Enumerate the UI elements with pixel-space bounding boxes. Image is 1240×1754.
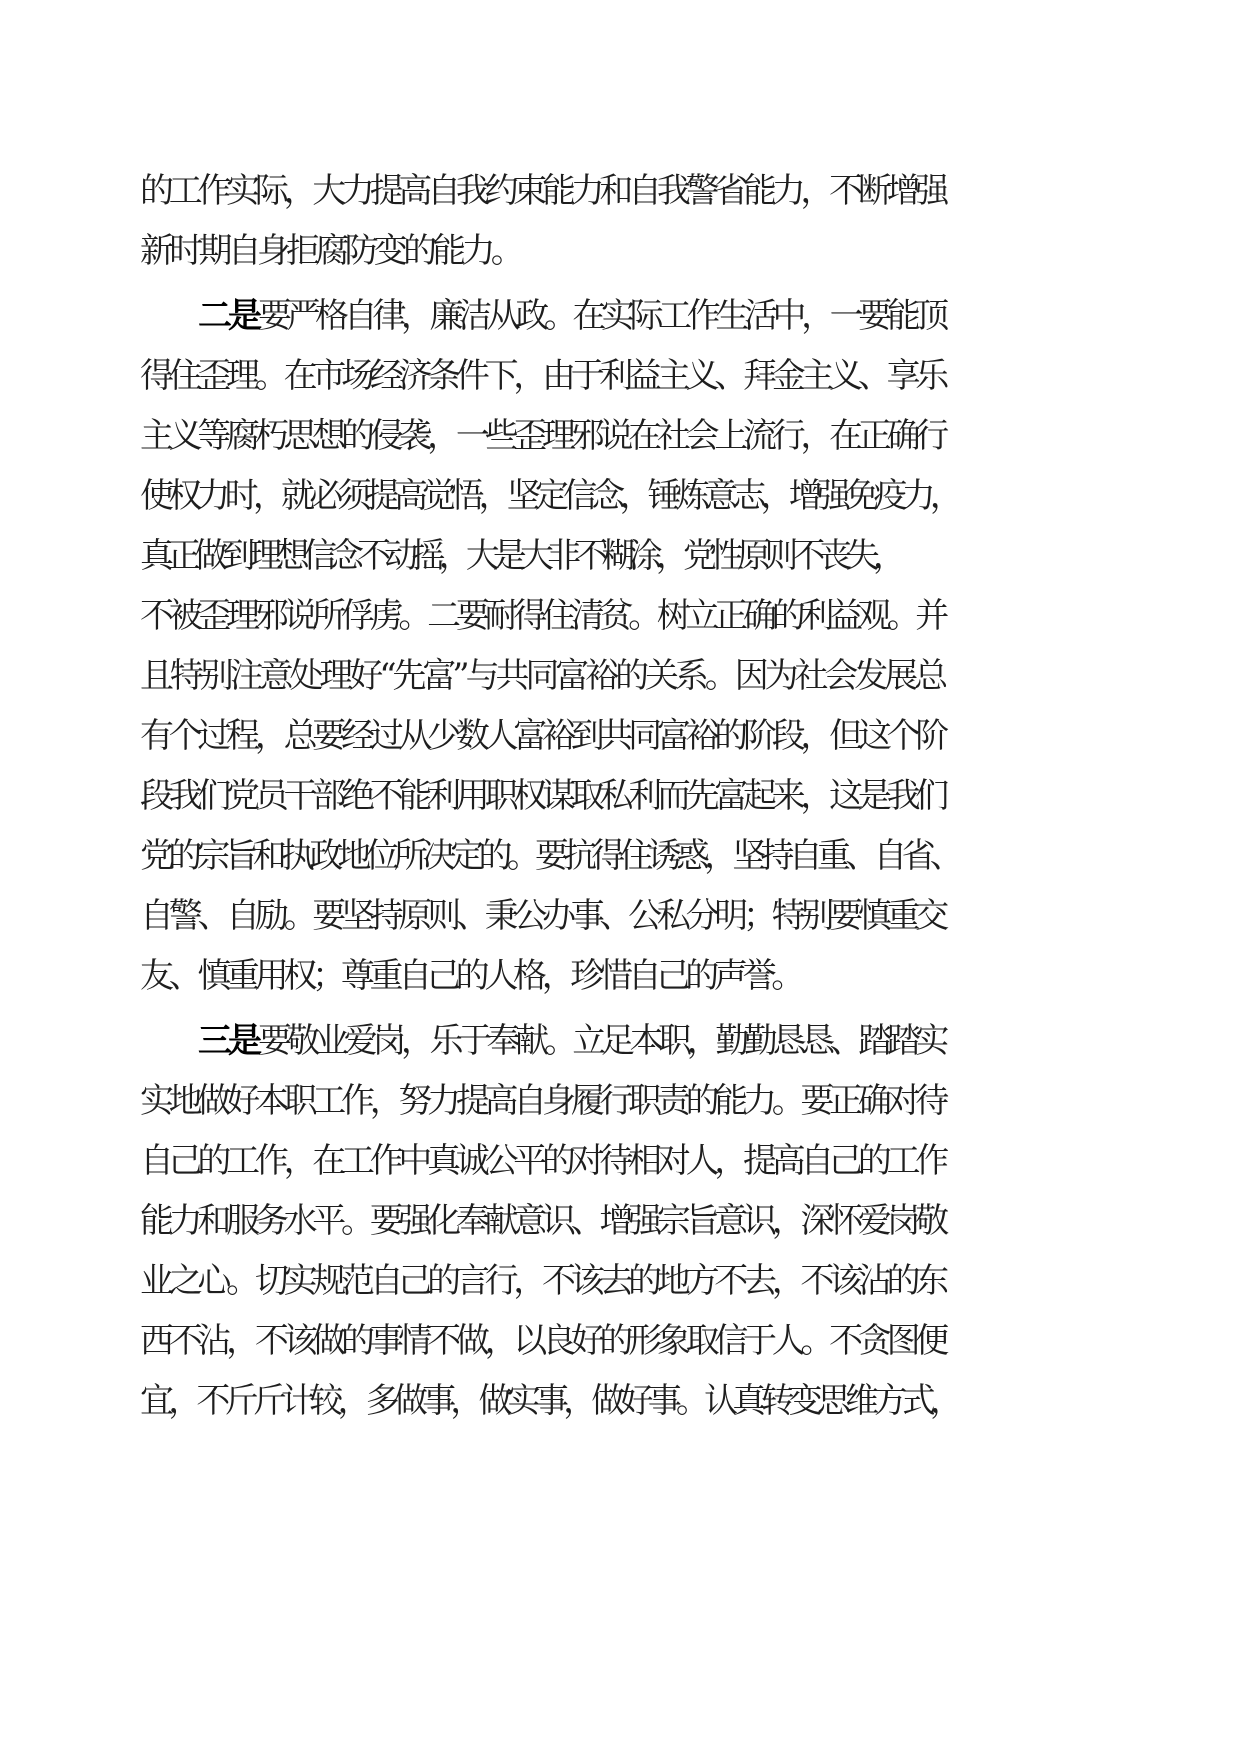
line-text: 有个过程，总要经过从少数人富裕到共同富裕的阶段，但这个阶: [140, 716, 944, 756]
text-line: [0, 648, 1240, 708]
text-line: [0, 348, 1240, 408]
text-line: [0, 223, 1240, 283]
line-text: 能力和服务水平。要强化奉献意识、增强宗旨意识，深怀爱岗敬: [140, 1201, 944, 1241]
text-line: [0, 708, 1240, 768]
line-text: 段我们党员干部绝不能利用职权谋取私利而先富起来，这是我们: [140, 776, 944, 816]
line-text: 真正做到理想信念不动摇，大是大非不糊涂，党性原则不丧失，: [140, 536, 900, 576]
line-text: 宜，不斤斤计较，多做事，做实事，做好事。认真转变思维方式，: [140, 1381, 958, 1421]
line-text: 不被歪理邪说所俘虏。二要耐得住清贫。树立正确的利益观。并: [140, 596, 944, 636]
text-line: [0, 528, 1240, 588]
text-line: [0, 768, 1240, 828]
line-text: 自警、自励。要坚持原则、秉公办事、公私分明；特别要慎重交: [140, 896, 944, 936]
line-text: 要敬业爱岗，乐于奉献。立足本职，勤勤恳恳、踏踏实: [258, 1021, 944, 1061]
line-text: 友、慎重用权；尊重自己的人格，珍惜自己的声誉。: [140, 956, 800, 996]
line-text: 实地做好本职工作，努力提高自身履行职责的能力。要正确对待: [140, 1081, 944, 1121]
line-text: 新时期自身拒腐防变的能力。: [140, 231, 520, 271]
line-text: 业之心。切实规范自己的言行，不该去的地方不去，不该沾的东: [140, 1261, 944, 1301]
line-text: 西不沾，不该做的事情不做，以良好的形象取信于人。不贪图便: [140, 1321, 944, 1361]
line-text: 要严格自律，廉洁从政。在实际工作生活中，一要能顶: [258, 296, 944, 336]
text-line: [0, 1073, 1240, 1133]
line-text: 的工作实际，大力提高自我约束能力和自我警省能力，不断增强: [140, 171, 944, 211]
text-line: [0, 288, 1240, 348]
line-text: 且特别注意处理好“先富”与共同富裕的关系。因为社会发展总: [140, 656, 944, 696]
line-text: 党的宗旨和执政地位所决定的。要抗得住诱惑，坚持自重、自省、: [140, 836, 958, 876]
line-text: 主义等腐朽思想的侵袭，一些歪理邪说在社会上流行，在正确行: [140, 416, 944, 456]
paragraph-lead: 三是: [198, 1021, 258, 1061]
text-line: [0, 588, 1240, 648]
line-text: 得住歪理。在市场经济条件下，由于利益主义、拜金主义、享乐: [140, 356, 944, 396]
line-text: 自己的工作，在工作中真诚公平的对待相对人，提高自己的工作: [140, 1141, 944, 1181]
text-line: [0, 888, 1240, 948]
text-line: [0, 1193, 1240, 1253]
text-line: [0, 408, 1240, 468]
text-line: [0, 1133, 1240, 1193]
text-line: [0, 1373, 1240, 1433]
text-line: [0, 828, 1240, 888]
text-line: [0, 468, 1240, 528]
text-line: [0, 948, 1240, 1008]
paragraph-lead: 二是: [198, 296, 258, 336]
text-line: [0, 1253, 1240, 1313]
text-line: [0, 163, 1240, 223]
text-line: [0, 1013, 1240, 1073]
text-line: [0, 1313, 1240, 1373]
line-text: 使权力时，就必须提高觉悟，坚定信念，锤炼意志，增强免疫力，: [140, 476, 958, 516]
